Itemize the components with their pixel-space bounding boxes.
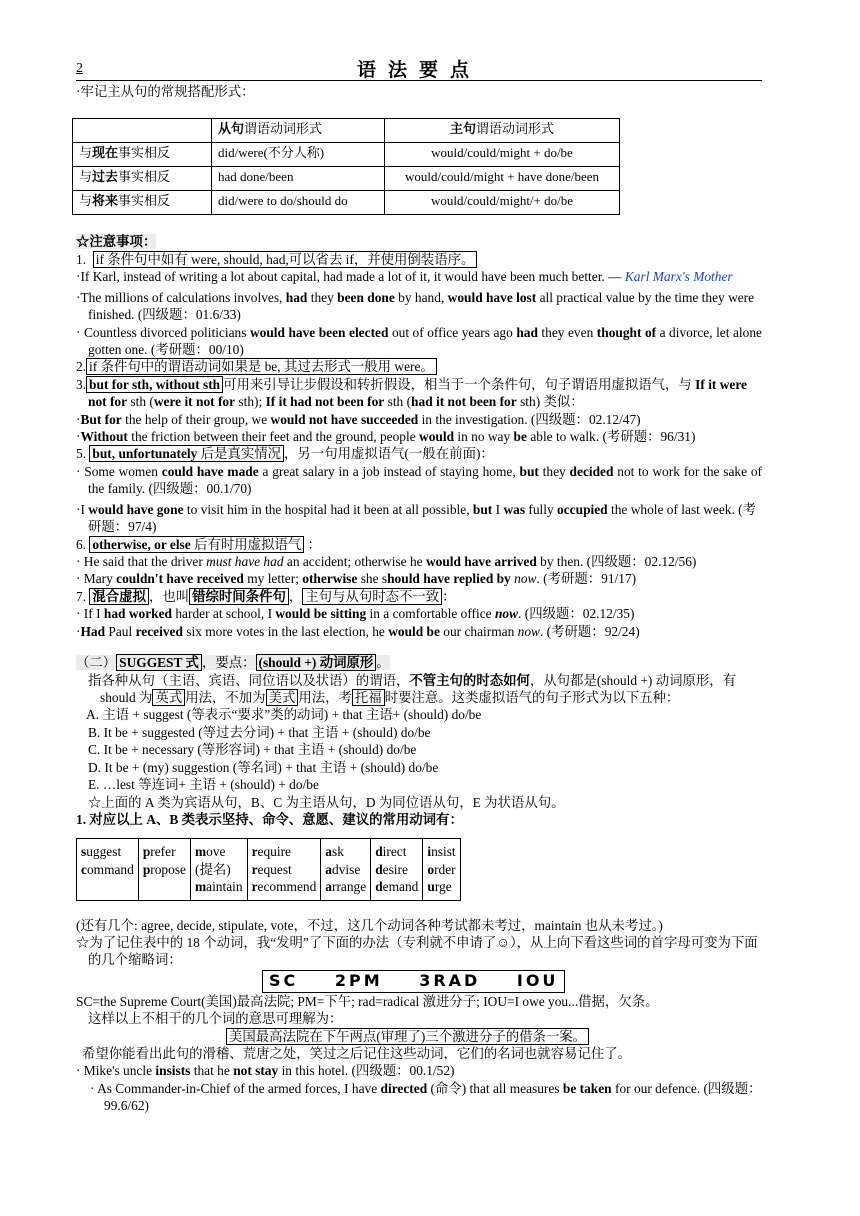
table-cell [73,119,212,143]
acronym-explanation: SC=the Supreme Court(美国)最高法院; PM=下午; rad=radical 激进分子; IOU=I owe you...借据，欠条。 [76,993,659,1009]
example-line: · If I had worked harder at school, I would be sitting in a comfortable office now. (四级题：02.12/35) [76,606,635,622]
verbs-column [423,839,460,900]
verb-rest: esire [382,861,408,877]
verb-entry [375,861,418,878]
intro-line: ·牢记主从句的常规搭配形式： [76,84,255,99]
verb-initial: u [427,879,435,895]
example-line: · Some women could have made a great salary in a job instead of staying home, but they decided not to work for the sake of the family. (四级题：00.1/70) [76,463,763,497]
verbs-column [138,839,190,900]
verb-rest: uggest [86,844,122,860]
verbs-heading: 1. 对应以上 A、B 类表示坚持、命令、意愿、建议的常用动词有： [76,811,463,827]
forms-note: ☆上面的 A 类为宾语从句，B、C 为主语从句，D 为同位语从句，E 为状语从句。 [88,794,565,810]
table-header-cell: 从句谓语动词形式 [212,119,385,143]
verb-rest: equest [257,861,292,877]
example-line: · Countless divorced politicians would have been elected out of office years ago had they even thought of a divorce, let alone gotten one. (考研题：00/10) [76,324,762,357]
verbs-column [321,839,371,900]
verb-entry [252,878,317,895]
verb-entry [195,878,243,895]
note-7: 7. 混合虚拟 ，也叫 错综时间条件句 ， 主句与从句时态不一致 ： [76,588,456,604]
combined-sentence: 美国最高法院在下午两点(审理了)三个激进分子的借条一案。 [76,1028,762,1045]
section-heading: （二） SUGGEST 式 ，要点： (should +) 动词原形 。 [76,655,390,671]
verb-rest: irect [382,844,407,860]
extra-verbs-note: (还有几个: agree, decide, stipulate, vote，不过，这几个动词各种考试都未考过，maintain 也从未考过。) [76,917,663,933]
verb-rest: refer [150,844,176,860]
verbs-column [371,839,423,900]
correspondence-table [72,118,620,215]
memory-tip: ☆为了记住表中的 18 个动词，我“发明”了下面的办法（专利就不申请了☺），从上向下看这些词的首字母可变为下面的几个缩略词： [76,935,758,968]
acronym-line [76,970,762,993]
example-line: ·The millions of calculations involves, had they been done by hand, would have lost all practical value by the time they were finished. (四级题：01.6/33) [76,289,755,323]
verb-entry [195,843,243,860]
verbs-column [77,839,139,900]
verb-rest: nsist [431,844,456,860]
verb-initial: o [427,861,435,877]
verb-initial: d [375,879,383,895]
verb-entry [427,878,455,895]
page-header [76,58,762,81]
verb-entry [195,861,243,878]
verb-initial: a [325,861,332,877]
table-cell: would/could/might + have done/been [385,167,620,191]
table-cell: would/could/might + do/be [385,143,620,167]
verbs-column [190,839,247,900]
example-line: ·I would have gone to visit him in the hospital had it been at all possible, but I was fully occupied the whole of last week. (考研题：97/4) [76,501,757,535]
form-c: C. It be + necessary (等形容词) + that 主语 + (should) do/be [88,742,417,758]
table-cell: 与将来事实相反 [73,191,212,215]
table-row [73,143,620,167]
page-number: 2 [76,61,83,76]
note-6: 6. otherwise, or else 后有时用虚拟语气 ： [76,536,321,552]
verb-rest: ove [206,844,226,860]
acronym-box: SC 2PM 3RAD IOU [262,970,565,993]
verb-entry [252,843,317,860]
verb-entry [427,861,455,878]
example-line: · Mike's uncle insists that he not stay in this hotel. (四级题：00.1/52) [76,1063,455,1079]
verb-rest: ropose [150,861,186,877]
verb-rest: ommand [86,861,134,877]
note-2: 2. if 条件句中的谓语动词如果是 be, 其过去形式一般用 were。 [76,358,762,375]
verb-initial: r [251,844,258,860]
verb-initial: r [251,879,258,895]
example-line: · As Commander-in-Chief of the armed forces, I have directed (命令) that all measures be taken for our defence. (四级题：99.6/62) [90,1080,762,1114]
example-line: · Mary couldn't have received my letter; otherwise she should have replied by now. (考研题：91/17) [76,571,637,587]
document-page [76,58,762,1115]
verb-entry [325,861,366,878]
table-row [73,167,620,191]
table-header-row [73,119,620,143]
paragraph: 指各种从句（主语、宾语、同位语以及状语）的谓语，不管主句的时态如何，从句都是(should +) 动词原形，有 should 为 英式 用法，不加为 美式 用法，考 托福 时要注意。这类虚拟语气的句子形式为以下五种： [88,672,737,705]
page-title: 语法要点 [356,59,481,81]
verb-initial: d [375,861,383,877]
note-1: 1. if 条件句中如有 were, should, had,可以省去 if，并使用倒装语序。 [76,251,762,268]
verb-rest: aintain [206,879,243,895]
table-cell: would/could/might/+ do/be [385,191,620,215]
table-row [77,839,461,900]
table-row [73,191,620,215]
closing-note: 希望你能看出此句的滑稽、荒唐之处，笑过之后记住这些动词，它们的名词也就容易记住了。 [82,1045,632,1061]
verb-entry [252,861,317,878]
verb-initial: p [142,861,151,877]
example-line: ·Without the friction between their feet and the ground, people would in no way be able to walk. (考研题：96/31) [76,429,696,445]
verb-initial: d [375,844,383,860]
verb-entry [81,843,134,860]
verbs-table [76,838,461,900]
table-cell: 与现在事实相反 [73,143,212,167]
table-cell: had done/been [212,167,385,191]
verb-initial: a [325,844,332,860]
verb-rest: emand [382,879,419,895]
verb-rest: (提名) [194,861,231,877]
verb-entry [143,861,186,878]
verb-entry [81,861,134,878]
verb-initial: r [251,861,258,877]
verb-entry [375,878,418,895]
verb-rest: dvise [332,861,361,877]
verb-rest: rrange [332,879,367,895]
verb-entry [325,878,366,895]
verb-entry [427,843,455,860]
verb-rest: rder [434,861,456,877]
verb-initial: i [427,844,432,860]
verb-initial: p [142,844,151,860]
form-e: E. …lest 等连词+ 主语 + (should) + do/be [88,777,319,793]
example-line: ·Had Paul received six more votes in the last election, he would be our chairman now. (考研题：92/24) [76,623,640,639]
example-line: ·But for the help of their group, we would not have succeeded in the investigation. (四级题：02.12/47) [76,411,641,427]
verb-rest: sk [332,844,344,860]
verb-initial: a [325,879,332,895]
table-cell: did/were to do/should do [212,191,385,215]
verb-rest: rge [434,879,452,895]
verb-initial: s [81,844,87,860]
form-b: B. It be + suggested (等过去分词) + that 主语 + (should) do/be [88,724,431,740]
verbs-column [247,839,321,900]
table-cell: 与过去事实相反 [73,167,212,191]
verb-initial: m [194,879,207,895]
table-cell: did/were(不分人称) [212,143,385,167]
verb-rest: ecommend [257,879,317,895]
table-header-cell: 主句谓语动词形式 [385,119,620,143]
verb-entry [325,843,366,860]
verb-initial: c [81,861,87,877]
example-line: ·If Karl, instead of writing a lot about capital, had made a lot of it, it would have been much better. — Karl Marx's Mother [76,269,733,285]
note-5: 5. but, unfortunately 后是真实情况 ，另一句用虚拟语气(一般在前面)： [76,446,494,462]
verb-rest: equire [257,844,292,860]
verb-entry [375,843,418,860]
verb-initial: m [194,844,207,860]
form-d: D. It be + (my) suggestion (等名词) + that 主语 + (should) do/be [88,759,439,775]
notes-heading: ☆注意事项： [76,234,157,250]
form-a: A. 主语 + suggest (等表示“要求”类的动词) + that 主语+ (should) do/be [86,707,482,723]
example-line: · He said that the driver must have had an accident; otherwise he would have arrived by then. (四级题：02.12/56) [76,554,697,570]
combined-intro: 这样以上不相干的几个词的意思可理解为： [88,1011,343,1027]
verb-entry [143,843,186,860]
note-3: 3. but for sth, without sth 可用来引导让步假设和转折假设，相当于一个条件句，句子谓语用虚拟语气，与 If it were not for sth (were it not for sth); If it had not been for sth (had it not been for sth) 类似： [76,376,747,410]
